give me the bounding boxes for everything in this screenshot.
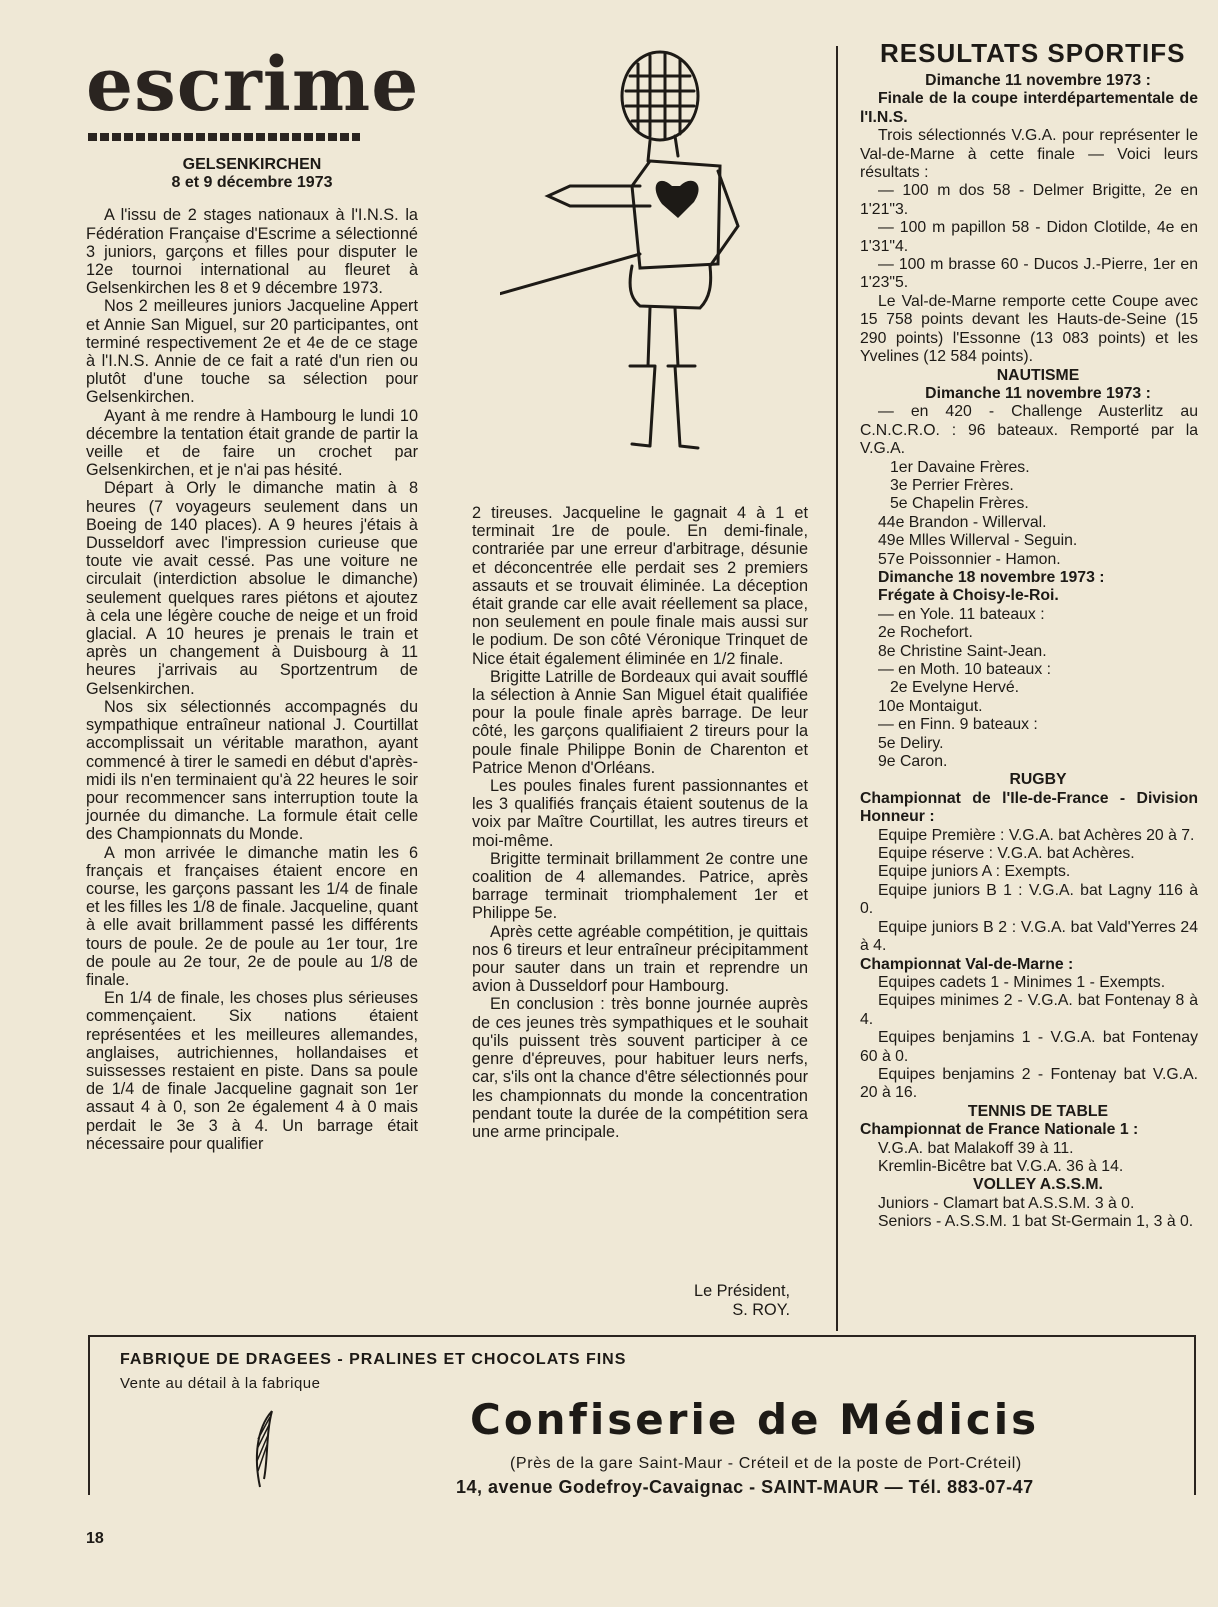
results-line: Finale de la coupe interdépartementale de l'I.N.S. [860, 90, 1198, 126]
results-line: Trois sélectionnés V.G.A. pour représenter le Val-de-Marne à cette finale — Voici leurs résultats : [860, 127, 1198, 182]
results-line: — 100 m brasse 60 - Ducos J.-Pierre, 1er en 1'23"5. [860, 256, 1198, 292]
results-line: — 100 m papillon 58 - Didon Clotilde, 4e en 1'31"4. [860, 219, 1198, 255]
results-title: RESULTATS SPORTIFS [880, 38, 1186, 68]
signature-name: S. ROY. [732, 1300, 790, 1319]
results-line: Equipe réserve : V.G.A. bat Achères. [878, 845, 1135, 863]
results-line: Equipes benjamins 2 - Fontenay bat V.G.A. 20 à 16. [860, 1065, 1198, 1102]
results-line: — en Finn. 9 bateaux : [878, 716, 1038, 734]
results-line: 1er Davaine Frères. [890, 458, 1030, 476]
article-paragraph: Nos six sélectionnés accompagnés du sympathique entraîneur national J. Courtillat accomplissait un véritable marathon, ayant commencé à tirer le samedi en début d'après-midi ils n'en terminaient qu'à 22 heures le soir pour recommencer sans interruption toute la journée du dimanche. La formule était celle des Championnats du Monde. [86, 697, 418, 844]
results-line: Dimanche 11 novembre 1973 : [925, 72, 1151, 89]
title-underline [88, 133, 360, 141]
results-line: 8e Christine Saint-Jean. [878, 642, 1047, 660]
results-line: Seniors - A.S.S.M. 1 bat St-Germain 1, 3 à 0. [878, 1213, 1194, 1231]
results-line: Juniors - Clamart bat A.S.S.M. 3 à 0. [878, 1194, 1135, 1212]
ad-tagline: FABRIQUE DE DRAGEES - PRALINES ET CHOCOLATS FINS [120, 1351, 627, 1368]
results-line: Dimanche 11 novembre 1973 : [925, 384, 1151, 402]
results-line: Equipe juniors B 2 : V.G.A. bat Vald'Yerres 24 à 4. [860, 918, 1198, 955]
signature [670, 1282, 790, 1319]
column-divider [836, 46, 838, 1331]
article-column-1 [86, 156, 418, 1153]
results-line: 5e Deliry. [878, 734, 944, 752]
results-column [860, 72, 1198, 1232]
results-line: 9e Caron. [878, 753, 948, 771]
results-line: 10e Montaigut. [878, 697, 983, 715]
results-line: — en Yole. 11 bateaux : [878, 605, 1045, 623]
article-paragraph: Les poules finales furent passionnantes et les 3 qualifiés français étaient soutenus de la voix par Maître Courtillat, les autres tireurs et moi-même. [472, 777, 808, 850]
results-line: Equipes minimes 2 - V.G.A. bat Fontenay 8 à 4. [860, 992, 1198, 1028]
results-line: Championnat de France Nationale 1 : [860, 1121, 1139, 1139]
results-line: Frégate à Choisy-le-Roi. [878, 587, 1059, 605]
results-line: 2e Rochefort. [878, 624, 973, 642]
results-line: 5e Chapelin Frères. [890, 495, 1029, 513]
results-line: TENNIS DE TABLE [967, 1102, 1109, 1120]
article-paragraph: En 1/4 de finale, les choses plus sérieuses commençaient. Six nations étaient représentées et les meilleures allemandes, anglaises, autrichiennes, hollandaises et suissesses restaient en piste. Dans sa poule de 1/4 de finale Jacqueline gagnait son 1er assaut 4 à 0, son 2e également 4 à 0 mais perdait le 3e 3 à 4. Un barrage était nécessaire pour qualifier [86, 989, 418, 1153]
article-paragraph: A mon arrivée le dimanche matin les 6 français et françaises étaient encore en course, les garçons passant les 1/4 de finale et les filles les 1/8 de finale. Jacqueline, quant à elle avait brillamment passé les différents tours de poule. 2e de poule au 1er tour, 1re de poule au 2e tour, 2e de poule au 1/8 de finale. [86, 843, 418, 989]
results-line: — en 420 - Challenge Austerlitz au C.N.C.R.O. : 96 bateaux. Remporté par la V.G.A. [860, 403, 1198, 458]
results-line: — en Moth. 10 bateaux : [878, 661, 1051, 678]
article-column-2 [472, 504, 808, 1141]
article-date: 8 et 9 décembre 1973 [171, 174, 333, 192]
results-line: VOLLEY A.S.S.M. [973, 1176, 1103, 1194]
results-line: 3e Perrier Frères. [890, 476, 1014, 494]
ad-subline: Vente au détail à la fabrique [120, 1375, 321, 1392]
results-line: NAUTISME [996, 366, 1080, 384]
shop-name: Confiserie de Médicis [470, 1395, 1040, 1444]
results-line: 57e Poissonnier - Hamon. [878, 550, 1061, 568]
results-line: V.G.A. bat Malakoff 39 à 11. [878, 1139, 1074, 1157]
results-line: Equipes benjamins 1 - V.G.A. bat Fontenay 60 à 0. [860, 1029, 1198, 1065]
feather-icon [250, 1409, 280, 1489]
article-paragraph: Départ à Orly le dimanche matin à 8 heures (7 voyageurs seulement dans un Boeing de 140 places). A 9 heures j'étais à Dusseldorf avec l'impression curieuse que toute vie avait cessé. Pas une voiture ne circulait (interdiction absolue le dimanche) seulement quelques rares piétons et ajoutez à cela une légère couche de neige et un froid glacial. A 10 heures je prenais le train et après un changement à Duisbourg à 11 heures j'arrivais au Sportzentrum de Gelsenkirchen. [86, 479, 418, 698]
results-line: 2e Evelyne Hervé. [890, 679, 1020, 697]
results-line: Equipes cadets 1 - Minimes 1 - Exempts. [878, 973, 1166, 991]
results-line: Le Val-de-Marne remporte cette Coupe avec 15 758 points devant les Hauts-de-Seine (15 290 points) l'Essonne (13 083 points) et les Yvelines (12 584 points). [860, 292, 1198, 366]
article-paragraph: A l'issu de 2 stages nationaux à l'I.N.S. la Fédération Française d'Escrime a sélectionné 3 juniors, garçons et filles pour disputer le 12e tournoi international au fleuret à Gelsenkirchen les 8 et 9 décembre 1973. [86, 206, 418, 298]
results-line: Championnat Val-de-Marne : [860, 955, 1074, 973]
article-paragraph: En conclusion : très bonne journée auprès de ces jeunes très sympathiques et le souhait qu'ils puissent très souvent participer à ce genre d'épreuves, pour habituer leurs nerfs, car, s'ils ont la chance d'être sélectionnés pour les championnats du monde la concentration pendant toute la durée de la compétition sera une arme principale. [472, 995, 808, 1141]
signature-title: Le Président, [694, 1282, 790, 1300]
results-line: Equipe Première : V.G.A. bat Achères 20 à 7. [878, 826, 1195, 844]
article-paragraph: Brigitte Latrille de Bordeaux qui avait soufflé la sélection à Annie San Miguel était qualifiée pour la poule finale après barrage. De leur côté, les garçons qualifiaient 2 tireurs pour la poule finale Philippe Bonin de Charenton et Patrice Menon d'Orléans. [472, 667, 808, 777]
article-paragraph: Ayant à me rendre à Hambourg le lundi 10 décembre la tentation était grande de partir la veille et de faire un crochet par Gelsenkirchen, et je n'ai pas hésité. [86, 406, 418, 480]
results-line: Equipe juniors B 1 : V.G.A. bat Lagny 116 à 0. [860, 881, 1198, 918]
article-paragraph: Après cette agréable compétition, je quittais nos 6 tireurs et leur entraîneur précipitamment pour sauter dans un train et reprendre un avion à Dusseldorf pour Hambourg. [472, 922, 808, 996]
advertisement [88, 1335, 1196, 1495]
fencer-illustration [500, 36, 760, 456]
results-line: Championnat de l'Ile-de-France - Division Honneur : [860, 789, 1198, 826]
results-line: — 100 m dos 58 - Delmer Brigitte, 2e en 1'21"3. [860, 182, 1198, 218]
results-line: 49e Mlles Willerval - Seguin. [878, 532, 1078, 550]
shop-address: 14, avenue Godefroy-Cavaignac - SAINT-MAUR — Tél. 883-07-47 [456, 1477, 1034, 1497]
article-paragraph: 2 tireuses. Jacqueline le gagnait 4 à 1 et terminait 1re de poule. En demi-finale, contrariée par une erreur d'arbitrage, désunie et déconcentrée elle perdait ses 2 premiers assauts et se trouvait éliminée. La déception était grande car elle avait réellement sa place, non seulement en poule finale mais aussi sur le podium. De son côté Véronique Trinquet de Nice était également éliminée en 1/2 finale. [472, 504, 808, 668]
results-line: 44e Brandon - Willerval. [878, 513, 1047, 531]
article-paragraph: Nos 2 meilleures juniors Jacqueline Appert et Annie San Miguel, sur 20 participantes, ont terminé respectivement 2e et 4e de ce stage à l'I.N.S. Annie de ce fait a raté d'un rien ou plutôt d'une touche sa sélection pour Gelsenkirchen. [86, 297, 418, 407]
results-line: RUGBY [1009, 771, 1067, 789]
page-number: 18 [86, 1530, 104, 1547]
article-heading: GELSENKIRCHEN [182, 156, 322, 173]
results-line: Kremlin-Bicêtre bat V.G.A. 36 à 14. [878, 1157, 1124, 1175]
results-line: Equipe juniors A : Exempts. [878, 863, 1071, 881]
section-title: escrime [86, 42, 420, 128]
shop-location: (Près de la gare Saint-Maur - Créteil et de la poste de Port-Créteil) [510, 1455, 1022, 1472]
article-paragraph: Brigitte terminait brillamment 2e contre une coalition de 4 allemandes. Patrice, après barrage terminait triomphalement 1er et Philippe 5e. [472, 849, 808, 923]
results-line: Dimanche 18 novembre 1973 : [878, 568, 1105, 586]
